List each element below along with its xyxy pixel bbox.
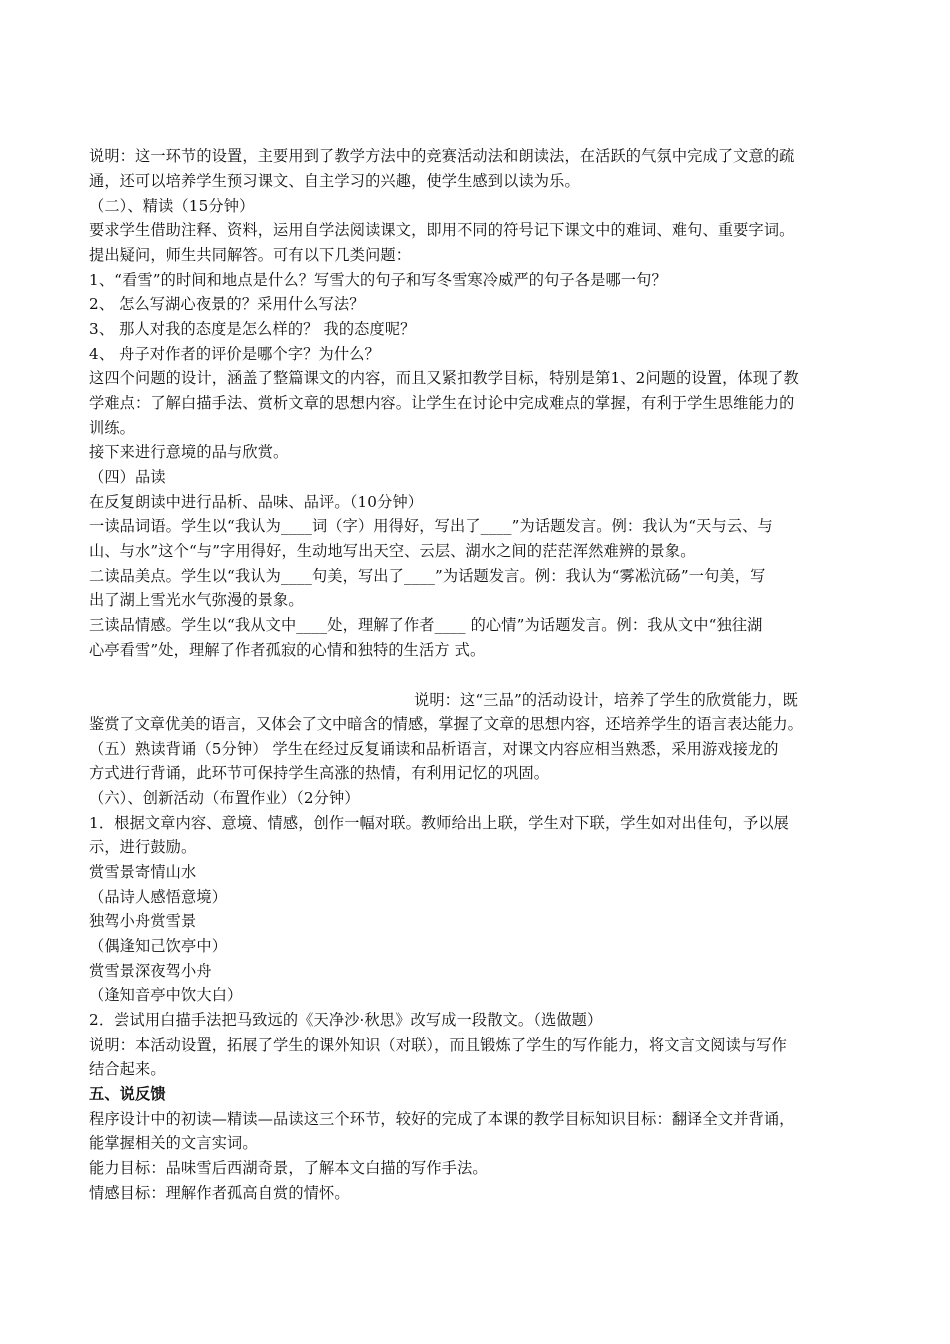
couplet-line: 赏雪景深夜驾小舟 <box>89 962 212 980</box>
text-line: 出了湖上雪光水气弥漫的景象。 <box>89 591 304 609</box>
text-line: 说明：本活动设置，拓展了学生的课外知识（对联），而且锻炼了学生的写作能力，将文言文阅读与写作 <box>89 1036 787 1054</box>
text-line: 方式进行背诵，此环节可保持学生高涨的热情，有利用记忆的巩固。 <box>89 764 550 782</box>
text-line: 能力目标：品味雪后西湖奇景，了解本文白描的写作手法。 <box>89 1159 488 1177</box>
text-line: 山、与水”这个“与”字用得好，生动地写出天空、云层、湖水之间的茫茫浑然难辨的景象。 <box>89 542 696 560</box>
text-line: 通，还可以培养学生预习课文、自主学习的兴趣，使学生感到以读为乐。 <box>89 172 580 190</box>
question-item: 2、 怎么写湖心夜景的？采用什么写法？ <box>89 295 365 313</box>
text-line: 情感目标：理解作者孤高自赏的情怀。 <box>89 1184 350 1202</box>
text-line: 说明：这“三品”的活动设计，培养了学生的欣赏能力，既 <box>414 691 798 709</box>
text-line: 二读品美点。学生以“我认为____句美，写出了____”为话题发言。例：我认为“雾凇沆砀”一句美，写 <box>89 567 766 585</box>
couplet-line: （逢知音亭中饮大白） <box>89 986 243 1004</box>
text-line: 能掌握相关的文言实词。 <box>89 1134 258 1152</box>
text-line: 2．尝试用白描手法把马致远的《天净沙·秋思》改写成一段散文。（选做题） <box>89 1011 603 1029</box>
section-heading: （二）、精读（15分钟） <box>89 197 255 215</box>
text-line: 说明：这一环节的设置，主要用到了教学方法中的竞赛活动法和朗读法，在活跃的气氛中完成了文意的疏 <box>89 147 795 165</box>
text-line: （五）熟读背诵（5分钟） 学生在经过反复诵读和品析语言，对课文内容应相当熟悉，采用游戏接龙的 <box>89 740 779 758</box>
text-line: 这四个问题的设计，涵盖了整篇课文的内容，而且又紧扣教学目标，特别是第1、2问题的设置，体现了教 <box>89 369 799 387</box>
couplet-line: （品诗人感悟意境） <box>89 888 228 906</box>
text-line: 结合起来。 <box>89 1060 166 1078</box>
text-line: 1．根据文章内容、意境、情感，创作一幅对联。教师给出上联，学生对下联，学生如对出佳句，予以展 <box>89 814 789 832</box>
couplet-line: 独驾小舟赏雪景 <box>89 912 197 930</box>
text-line: 训练。 <box>89 419 136 437</box>
text-line: 程序设计中的初读—精读—品读这三个环节，较好的完成了本课的教学目标知识目标：翻译全文并背诵， <box>89 1110 795 1128</box>
couplet-line: （偶逢知己饮亭中） <box>89 937 228 955</box>
section-heading: 五、说反馈 <box>89 1085 166 1103</box>
question-item: 3、 那人对我的态度是怎么样的？ 我的态度呢？ <box>89 320 416 338</box>
section-heading: （六）、创新活动（布置作业）（2分钟） <box>89 789 360 807</box>
text-line: 接下来进行意境的品与欣赏。 <box>89 443 289 461</box>
question-item: 1、“看雪”的时间和地点是什么？写雪大的句子和写冬雪寒冷威严的句子各是哪一句？ <box>89 271 667 289</box>
text-line: 鉴赏了文章优美的语言，又体会了文中暗含的情感，掌握了文章的思想内容，还培养学生的语言表达能力。 <box>89 715 803 733</box>
section-heading: （四）品读 <box>89 468 166 486</box>
text-line: 三读品情感。学生以“我从文中____处，理解了作者____ 的心情”为话题发言。例：我从文中“独往湖 <box>89 616 763 634</box>
text-line: 学难点：了解白描手法、赏析文章的思想内容。让学生在讨论中完成难点的掌握，有利于学生思维能力的 <box>89 394 795 412</box>
couplet-line: 赏雪景寄情山水 <box>89 863 197 881</box>
text-line: 心亭看雪”处，理解了作者孤寂的心情和独特的生活方 式。 <box>89 641 486 659</box>
question-item: 4、 舟子对作者的评价是哪个字？为什么？ <box>89 345 380 363</box>
text-line: 提出疑问，师生共同解答。可有以下几类问题： <box>89 246 412 264</box>
text-line: 在反复朗读中进行品析、品味、品评。（10分钟） <box>89 493 424 511</box>
text-line: 示，进行鼓励。 <box>89 838 197 856</box>
text-line: 一读品词语。学生以“我认为____词（字）用得好，写出了____”为话题发言。例：我认为“天与云、与 <box>89 517 773 535</box>
text-line: 要求学生借助注释、资料，运用自学法阅读课文，即用不同的符号记下课文中的难词、难句、重要字词。 <box>89 221 795 239</box>
